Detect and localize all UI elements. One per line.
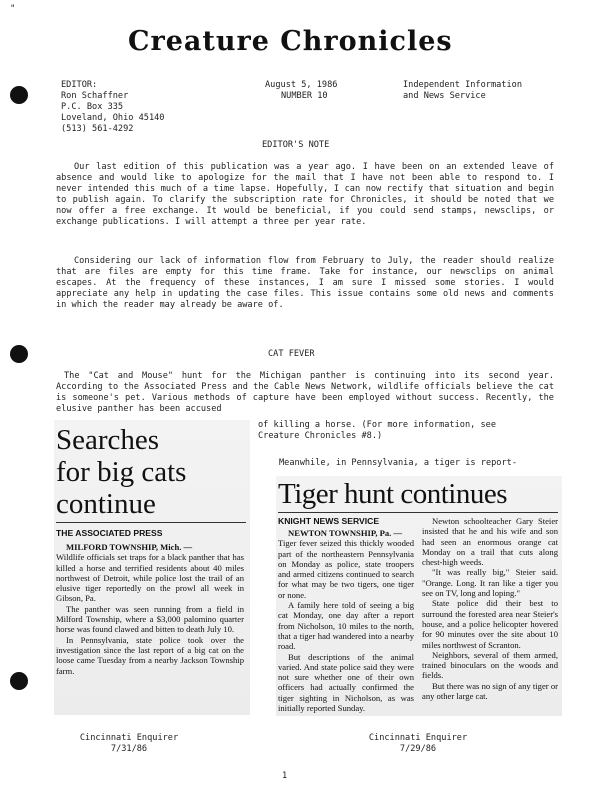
clip-right-col2-paragraph-3: State police did their best to surround the forested area near Steier's house, and a police helicopter hovered for 90 minutes over the site about 10 miles northwest of Scranton.: [422, 598, 558, 650]
editor-city: Loveland, Ohio 45140: [61, 113, 165, 123]
clip-left-byline: THE ASSOCIATED PRESS: [56, 528, 163, 538]
clipping-searches-for-big-cats: [54, 420, 250, 715]
binder-hole-bottom: [10, 672, 28, 690]
service-line-1: Independent Information: [403, 80, 522, 90]
clip-left-paragraph-3: In Pennsylvania, state police took over the investigation since the last report of a big cat on the loose came Tuesday from a nearby Jackson Township farm.: [56, 634, 244, 676]
intro-tail-line-1: of killing a horse. (For more information, see: [258, 420, 496, 430]
clip-right-col1-paragraph-1: Tiger fever seized this thickly wooded part of the northeastern Pennsylvania on Monday as police, state troopers and armed citizens continued to search for what may be two tigers, one tiger or none.: [278, 538, 414, 600]
clip-right-col2-paragraph-4: Neighbors, several of them armed, trained binoculars on the woods and fields.: [422, 649, 558, 681]
editors-note-heading: EDITOR'S NOTE: [262, 140, 330, 150]
masthead-title: Creature Chronicles: [128, 26, 453, 57]
editor-po-box: P.C. Box 335: [61, 102, 124, 112]
clip-left-source: [54, 733, 204, 755]
service-line-2: and News Service: [403, 91, 486, 101]
clip-left-headline: [56, 424, 186, 520]
editor-label: EDITOR:: [61, 80, 98, 90]
cat-fever-intro: The "Cat and Mouse" hunt for the Michigan panther is continuing into its second year. According to the Associated Press and the Cable News Network, wildlife officials believe the cat is someone's pet. Various methods of capture have been employed without success. Recently, the elusive panther has been accused: [56, 371, 554, 414]
clip-right-col1-paragraph-3: But descriptions of the animal varied. And state police said they were not sure whether one of their own officers had actually confirmed the tiger sighting in Nicholson, as was initially reported Sunday.: [278, 651, 414, 714]
clip-left-paragraph-2: The panther was seen running from a field in Milford Township, where a $3,000 palomino quarter horse was found clawed and bitten to death July 10.: [56, 603, 244, 635]
pennsylvania-lead: Meanwhile, in Pennsylvania, a tiger is report-: [279, 458, 517, 468]
clip-left-headline-line-2: for big cats: [56, 456, 187, 488]
clip-right-dateline: NEWTON TOWNSHIP, Pa. —: [288, 528, 403, 538]
editors-note-paragraph-1: Our last edition of this publication was a year ago. I have been on an extended leave of absence and would like to apologize for the mail that I have not been able to respond to. I never intended this much of a time lapse. Hopefully, I can now rectify that situation and begin to publish again. To clarify the subscription rate for Chronicles, it should be noted that we now offer a free exchange. It would be beneficial, if you could send stamps, newsclips, or exchange publications. I will attempt a three per year rate.: [56, 162, 554, 227]
editor-block: [61, 80, 164, 135]
clip-right-col2-paragraph-1: Newton schoolteacher Gary Steier insisted that he and his wife and son had seen an enormous orange cat Monday on a trail that cuts along chest-high weeds.: [422, 516, 558, 568]
corner-mark: ": [10, 4, 16, 14]
clip-right-col-2: [422, 516, 558, 701]
service-block: [403, 80, 522, 102]
binder-hole-middle: [10, 345, 28, 363]
clip-right-col2-paragraph-2: "It was really big," Steier said. "Orange. Long. It ran like a tiger you see on TV, long and loping.": [422, 567, 558, 599]
issue-date: August 5, 1986: [265, 80, 338, 90]
clip-right-rule: [278, 512, 558, 513]
clip-right-source-name: Cincinnati Enquirer: [368, 733, 468, 743]
clip-right-source: [343, 733, 493, 755]
clip-right-col-1: [278, 528, 414, 713]
cat-fever-heading: CAT FEVER: [268, 349, 315, 359]
clip-left-headline-line-3: continue: [56, 488, 156, 520]
clip-left-source-name: Cincinnati Enquirer: [79, 733, 179, 743]
page-number: 1: [282, 771, 288, 781]
clip-right-col2-paragraph-5: But there was no sign of any tiger or any other large cat.: [422, 680, 558, 702]
intro-tail-line-2: Creature Chronicles #8.): [258, 431, 383, 441]
clip-left-dateline: MILFORD TOWNSHIP, Mich. —: [66, 542, 193, 552]
clip-right-headline: Tiger hunt continues: [278, 478, 507, 510]
clip-left-body: [56, 542, 244, 676]
clip-left-paragraph-1: Wildlife officials set traps for a black panther that has killed a horse and terrified residents about 40 miles northwest of Detroit, while police lost the trail of an elusive tiger reportedly on the prowl all week in Gibson, Pa.: [56, 552, 244, 604]
editor-phone: (513) 561-4292: [61, 124, 134, 134]
editor-name: Ron Schaffner: [61, 91, 129, 101]
clipping-tiger-hunt-continues: [276, 476, 562, 716]
cat-fever-intro-tail: [258, 420, 496, 442]
clip-right-byline: KNIGHT NEWS SERVICE: [278, 516, 380, 526]
clip-right-col1-paragraph-2: A family here told of seeing a big cat Monday, one day after a report from Nicholson, 10 miles to the north, that a tiger had wandered into a nearby road.: [278, 600, 414, 652]
issue-number: NUMBER 10: [281, 91, 328, 101]
clip-left-source-date: 7/31/86: [110, 744, 148, 754]
issue-block: [265, 80, 337, 102]
clip-right-source-date: 7/29/86: [399, 744, 437, 754]
clip-left-rule: [56, 522, 246, 523]
binder-hole-top: [10, 86, 28, 104]
editors-note-paragraph-2: Considering our lack of information flow from February to July, the reader should realize that are files are empty for this time frame. Take for instance, our newsclips on animal escapes. At the frequency of these instances, I am sure I missed some stories. I would appreciate any help in updating the case files. This issue contains some old news and comments in which the reader may already be aware of.: [56, 256, 554, 310]
clip-left-headline-line-1: Searches: [56, 424, 160, 456]
